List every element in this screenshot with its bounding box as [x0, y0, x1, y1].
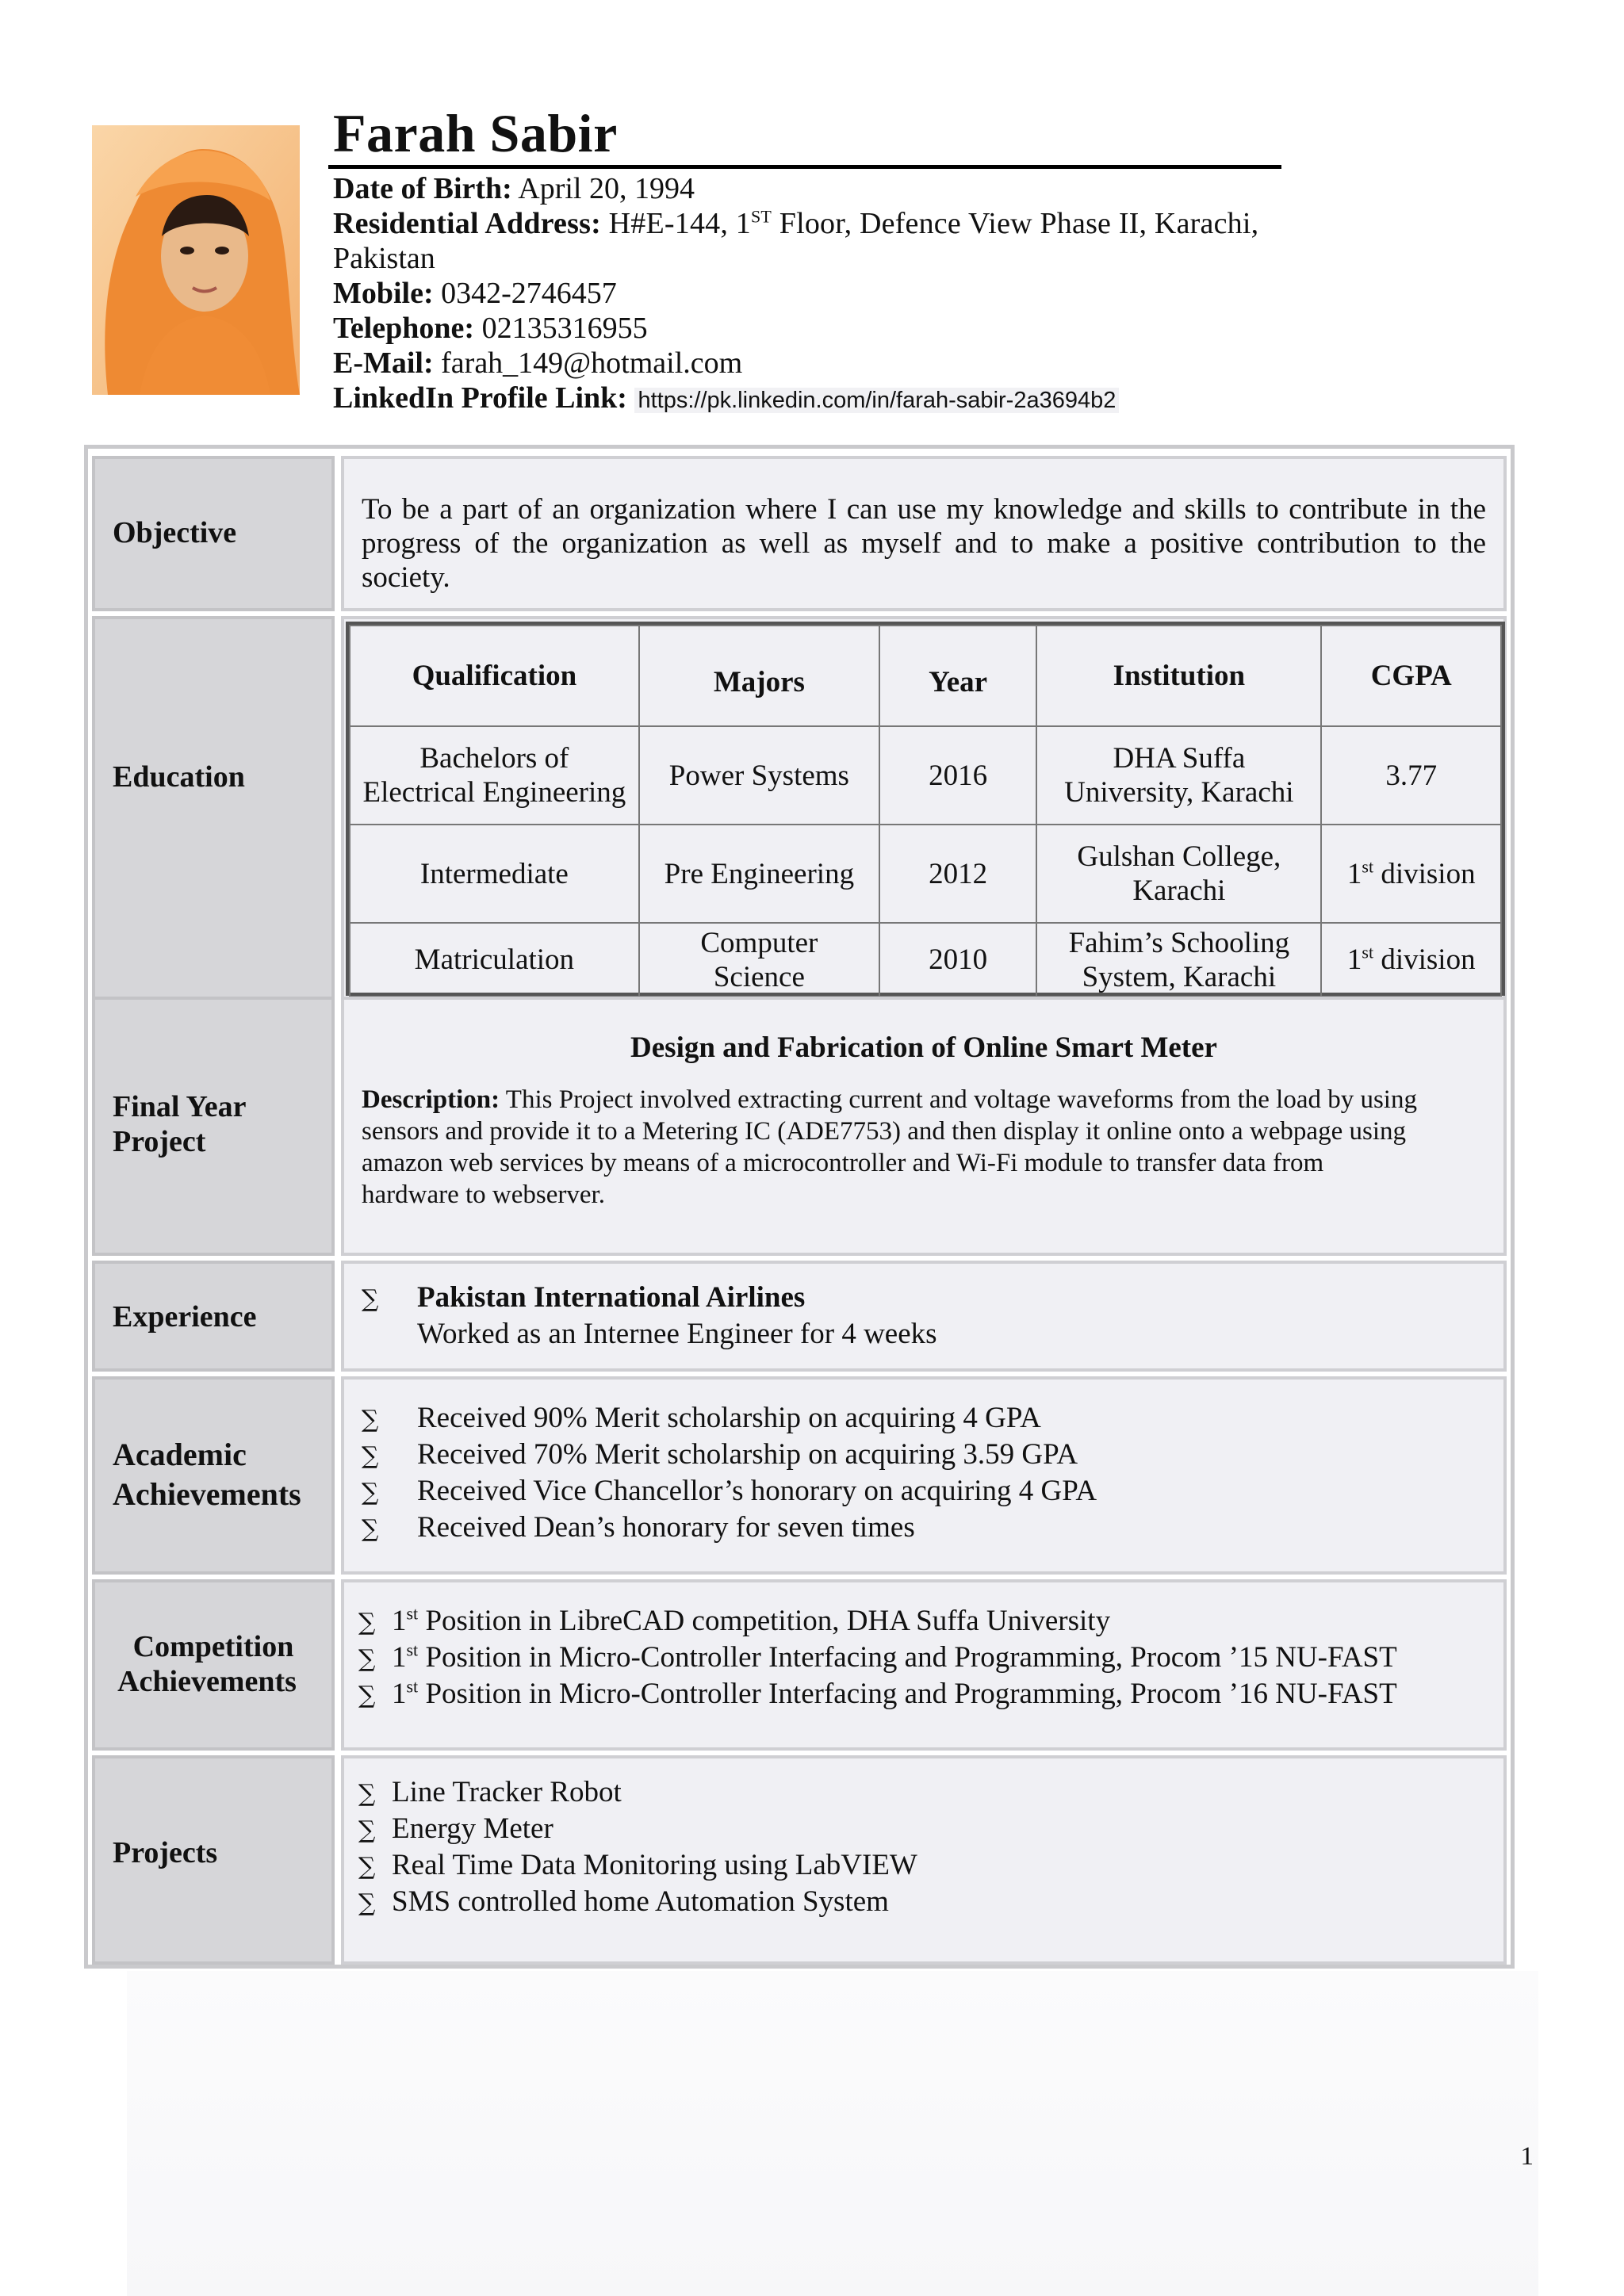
linkedin-line: [333, 381, 1285, 418]
candidate-name: Farah Sabir: [333, 103, 618, 163]
experience-label: Experience: [113, 1300, 257, 1334]
objective-content-cell: [341, 456, 1507, 611]
profile-photo: [92, 125, 300, 395]
header-year-text: Year: [929, 666, 988, 698]
header-institution: Institution: [1036, 626, 1321, 726]
table-row: [350, 825, 1501, 923]
academic-item-text: Received 70% Merit scholarship on acquiring 3.59 GPA: [417, 1438, 1078, 1471]
fyp-desc-line3: amazon web services by means of a microcontroller and Wi-Fi module to transfer data from: [362, 1149, 1324, 1177]
experience-company: Pakistan International Airlines: [417, 1281, 806, 1314]
address-line: [333, 206, 1285, 241]
fyp-description: [362, 1084, 1496, 1211]
sigma-bullet-icon: ∑: [362, 1406, 379, 1433]
sigma-bullet-icon: ∑: [362, 1285, 379, 1313]
cgpa-post: division: [1373, 943, 1476, 976]
projects-content-cell: [341, 1755, 1507, 1965]
comp-sup: st: [406, 1603, 419, 1624]
objective-text: To be a part of an organization where I can use my knowledge and skills to contribute in the progress of the organization as well as myself and to make a positive contribution to the society.: [362, 493, 1486, 594]
list-item: [358, 1811, 553, 1849]
cgpa-sup: st: [1362, 856, 1374, 877]
academic-label-cell: [92, 1376, 335, 1575]
list-item: [358, 1676, 1397, 1714]
academic-label-line1: Academic: [113, 1437, 247, 1472]
name-underline-rule: [328, 165, 1281, 169]
institution-line1: DHA Suffa: [1113, 742, 1246, 775]
sigma-bullet-icon: ∑: [362, 1515, 379, 1543]
list-item: [358, 1603, 1110, 1641]
academic-label-line2: Achievements: [113, 1476, 301, 1512]
majors-cell: [639, 923, 879, 997]
institution-cell: [1036, 923, 1321, 997]
qualification-cell: [350, 726, 639, 825]
fyp-desc-line1: [362, 1084, 1496, 1115]
fyp-desc-line2: sensors and provide it to a Metering IC (ADE7753) and then display it online onto a webpage using: [362, 1117, 1406, 1146]
sigma-bullet-icon: ∑: [358, 1682, 376, 1709]
address-value-pre: H#E-144, 1: [608, 207, 751, 240]
list-item: [358, 1884, 889, 1922]
institution-line1: Fahim’s Schooling: [1068, 926, 1290, 959]
year-cell: 2010: [879, 923, 1036, 997]
comp-pre: 1: [392, 1678, 407, 1710]
comp-pre: 1: [392, 1605, 407, 1637]
institution-cell: [1036, 825, 1321, 923]
sigma-bullet-icon: ∑: [358, 1780, 376, 1808]
institution-cell: [1036, 726, 1321, 825]
linkedin-link[interactable]: https://pk.linkedin.com/in/farah-sabir-2a3694b2: [634, 388, 1119, 413]
cgpa-post: division: [1373, 857, 1476, 890]
comp-sup: st: [406, 1676, 419, 1697]
projects-label-cell: [92, 1755, 335, 1965]
cgpa-cell: [1321, 825, 1501, 923]
dob-label: Date of Birth:: [333, 172, 512, 205]
header-year: [879, 626, 1036, 726]
qualification-cell: Intermediate: [350, 825, 639, 923]
majors-line1: Power Systems: [668, 759, 849, 792]
table-row: [350, 726, 1501, 825]
competition-content-cell: [341, 1579, 1507, 1751]
header-majors: [639, 626, 879, 726]
competition-label-cell: [92, 1579, 335, 1751]
fyp-label-line2: Project: [113, 1125, 206, 1158]
email-label: E-Mail:: [333, 346, 434, 380]
education-label-cell: [92, 616, 335, 1001]
experience-role: Worked as an Internee Engineer for 4 weeks: [417, 1318, 937, 1350]
institution-line2: Karachi: [1132, 874, 1226, 907]
education-label: Education: [113, 760, 245, 794]
page-background-fade: [127, 1971, 1538, 2296]
sigma-bullet-icon: ∑: [358, 1609, 376, 1636]
competition-label-line1: Competition: [132, 1630, 294, 1663]
fyp-title: Design and Fabrication of Online Smart Meter: [630, 1031, 1217, 1064]
address-value-post: Floor, Defence View Phase II, Karachi,: [772, 207, 1259, 240]
sigma-bullet-icon: ∑: [358, 1816, 376, 1844]
contact-info: [333, 171, 1285, 418]
cgpa-pre: 1: [1346, 857, 1362, 890]
list-item: [362, 1400, 1041, 1438]
sigma-bullet-icon: ∑: [358, 1645, 376, 1673]
cgpa-cell: [1321, 726, 1501, 825]
qualification-line1: Bachelors of: [419, 742, 569, 775]
academic-item-text: Received Vice Chancellor’s honorary on acquiring 4 GPA: [417, 1475, 1097, 1507]
objective-label: Objective: [113, 516, 237, 549]
majors-line2: Science: [713, 960, 805, 993]
projects-label: Projects: [113, 1836, 218, 1869]
sigma-bullet-icon: ∑: [362, 1442, 379, 1470]
project-item-text: SMS controlled home Automation System: [392, 1885, 889, 1918]
majors-line1: Computer: [700, 926, 818, 959]
dob-line: [333, 171, 1285, 206]
list-item: [362, 1510, 915, 1548]
year-cell: 2012: [879, 825, 1036, 923]
fyp-content-cell: [341, 997, 1507, 1256]
table-row: [350, 923, 1501, 997]
qualification-line2: Electrical Engineering: [362, 776, 626, 809]
telephone-label: Telephone:: [333, 312, 475, 345]
experience-item: [362, 1280, 805, 1318]
comp-sup: st: [406, 1640, 419, 1660]
fyp-desc-text1: This Project involved extracting current and voltage waveforms from the load by using: [500, 1085, 1417, 1114]
telephone-line: [333, 311, 1285, 346]
list-item: [362, 1473, 1097, 1511]
project-item-text: Energy Meter: [392, 1812, 553, 1845]
sigma-bullet-icon: ∑: [358, 1853, 376, 1881]
education-header-row: [350, 626, 1501, 726]
list-item: [362, 1437, 1078, 1475]
institution-line2: University, Karachi: [1064, 776, 1294, 809]
mobile-value: 0342-2746457: [441, 277, 617, 310]
header-majors-text: Majors: [713, 666, 805, 698]
address-line-2: Pakistan: [333, 242, 435, 275]
academic-item-text: Received 90% Merit scholarship on acquiring 4 GPA: [417, 1402, 1041, 1434]
project-item-text: Real Time Data Monitoring using LabVIEW: [392, 1849, 917, 1881]
list-item: [358, 1847, 917, 1885]
year-cell: 2016: [879, 726, 1036, 825]
header-qualification: Qualification: [350, 626, 639, 726]
address-label: Residential Address:: [333, 207, 601, 240]
list-item: [358, 1774, 622, 1812]
academic-item-text: Received Dean’s honorary for seven times: [417, 1511, 915, 1544]
mobile-label: Mobile:: [333, 277, 434, 310]
majors-cell: [639, 726, 879, 825]
comp-post: Position in Micro-Controller Interfacing and Programming, Procom ’15 NU-FAST: [418, 1641, 1397, 1674]
telephone-value: 02135316955: [481, 312, 648, 345]
comp-post: Position in LibreCAD competition, DHA Suffa University: [418, 1605, 1111, 1637]
header-cgpa: CGPA: [1321, 626, 1501, 726]
project-item-text: Line Tracker Robot: [392, 1776, 622, 1808]
education-table: [346, 622, 1505, 996]
linkedin-label: LinkedIn Profile Link:: [333, 381, 627, 415]
fyp-desc-line4: hardware to webserver.: [362, 1181, 605, 1209]
comp-pre: 1: [392, 1641, 407, 1674]
competition-label-line2: Achievements: [117, 1665, 297, 1698]
email-line: [333, 346, 1285, 381]
cgpa-value: 3.77: [1385, 759, 1438, 792]
list-item: [358, 1640, 1397, 1678]
mobile-line: [333, 276, 1285, 311]
cgpa-pre: 1: [1346, 943, 1362, 976]
objective-label-cell: [92, 456, 335, 611]
page-number: 1: [1520, 2142, 1534, 2171]
email-value[interactable]: farah_149@hotmail.com: [441, 346, 743, 380]
cgpa-cell: [1321, 923, 1501, 997]
fyp-label-cell: [92, 997, 335, 1256]
sigma-bullet-icon: ∑: [362, 1479, 379, 1506]
experience-label-cell: [92, 1261, 335, 1372]
majors-cell: Pre Engineering: [639, 825, 879, 923]
experience-content-cell: [341, 1261, 1507, 1372]
academic-content-cell: [341, 1376, 1507, 1575]
institution-line1: Gulshan College,: [1077, 840, 1281, 873]
qualification-cell: Matriculation: [350, 923, 639, 997]
cgpa-sup: st: [1362, 942, 1374, 962]
institution-line2: System, Karachi: [1082, 960, 1277, 993]
sigma-bullet-icon: ∑: [358, 1889, 376, 1917]
comp-post: Position in Micro-Controller Interfacing and Programming, Procom ’16 NU-FAST: [418, 1678, 1397, 1710]
address-sup: ST: [750, 206, 772, 227]
dob-value: April 20, 1994: [518, 172, 695, 205]
fyp-desc-label: Description:: [362, 1085, 500, 1114]
portrait-image: [92, 125, 300, 395]
fyp-label-line1: Final Year: [113, 1090, 247, 1123]
